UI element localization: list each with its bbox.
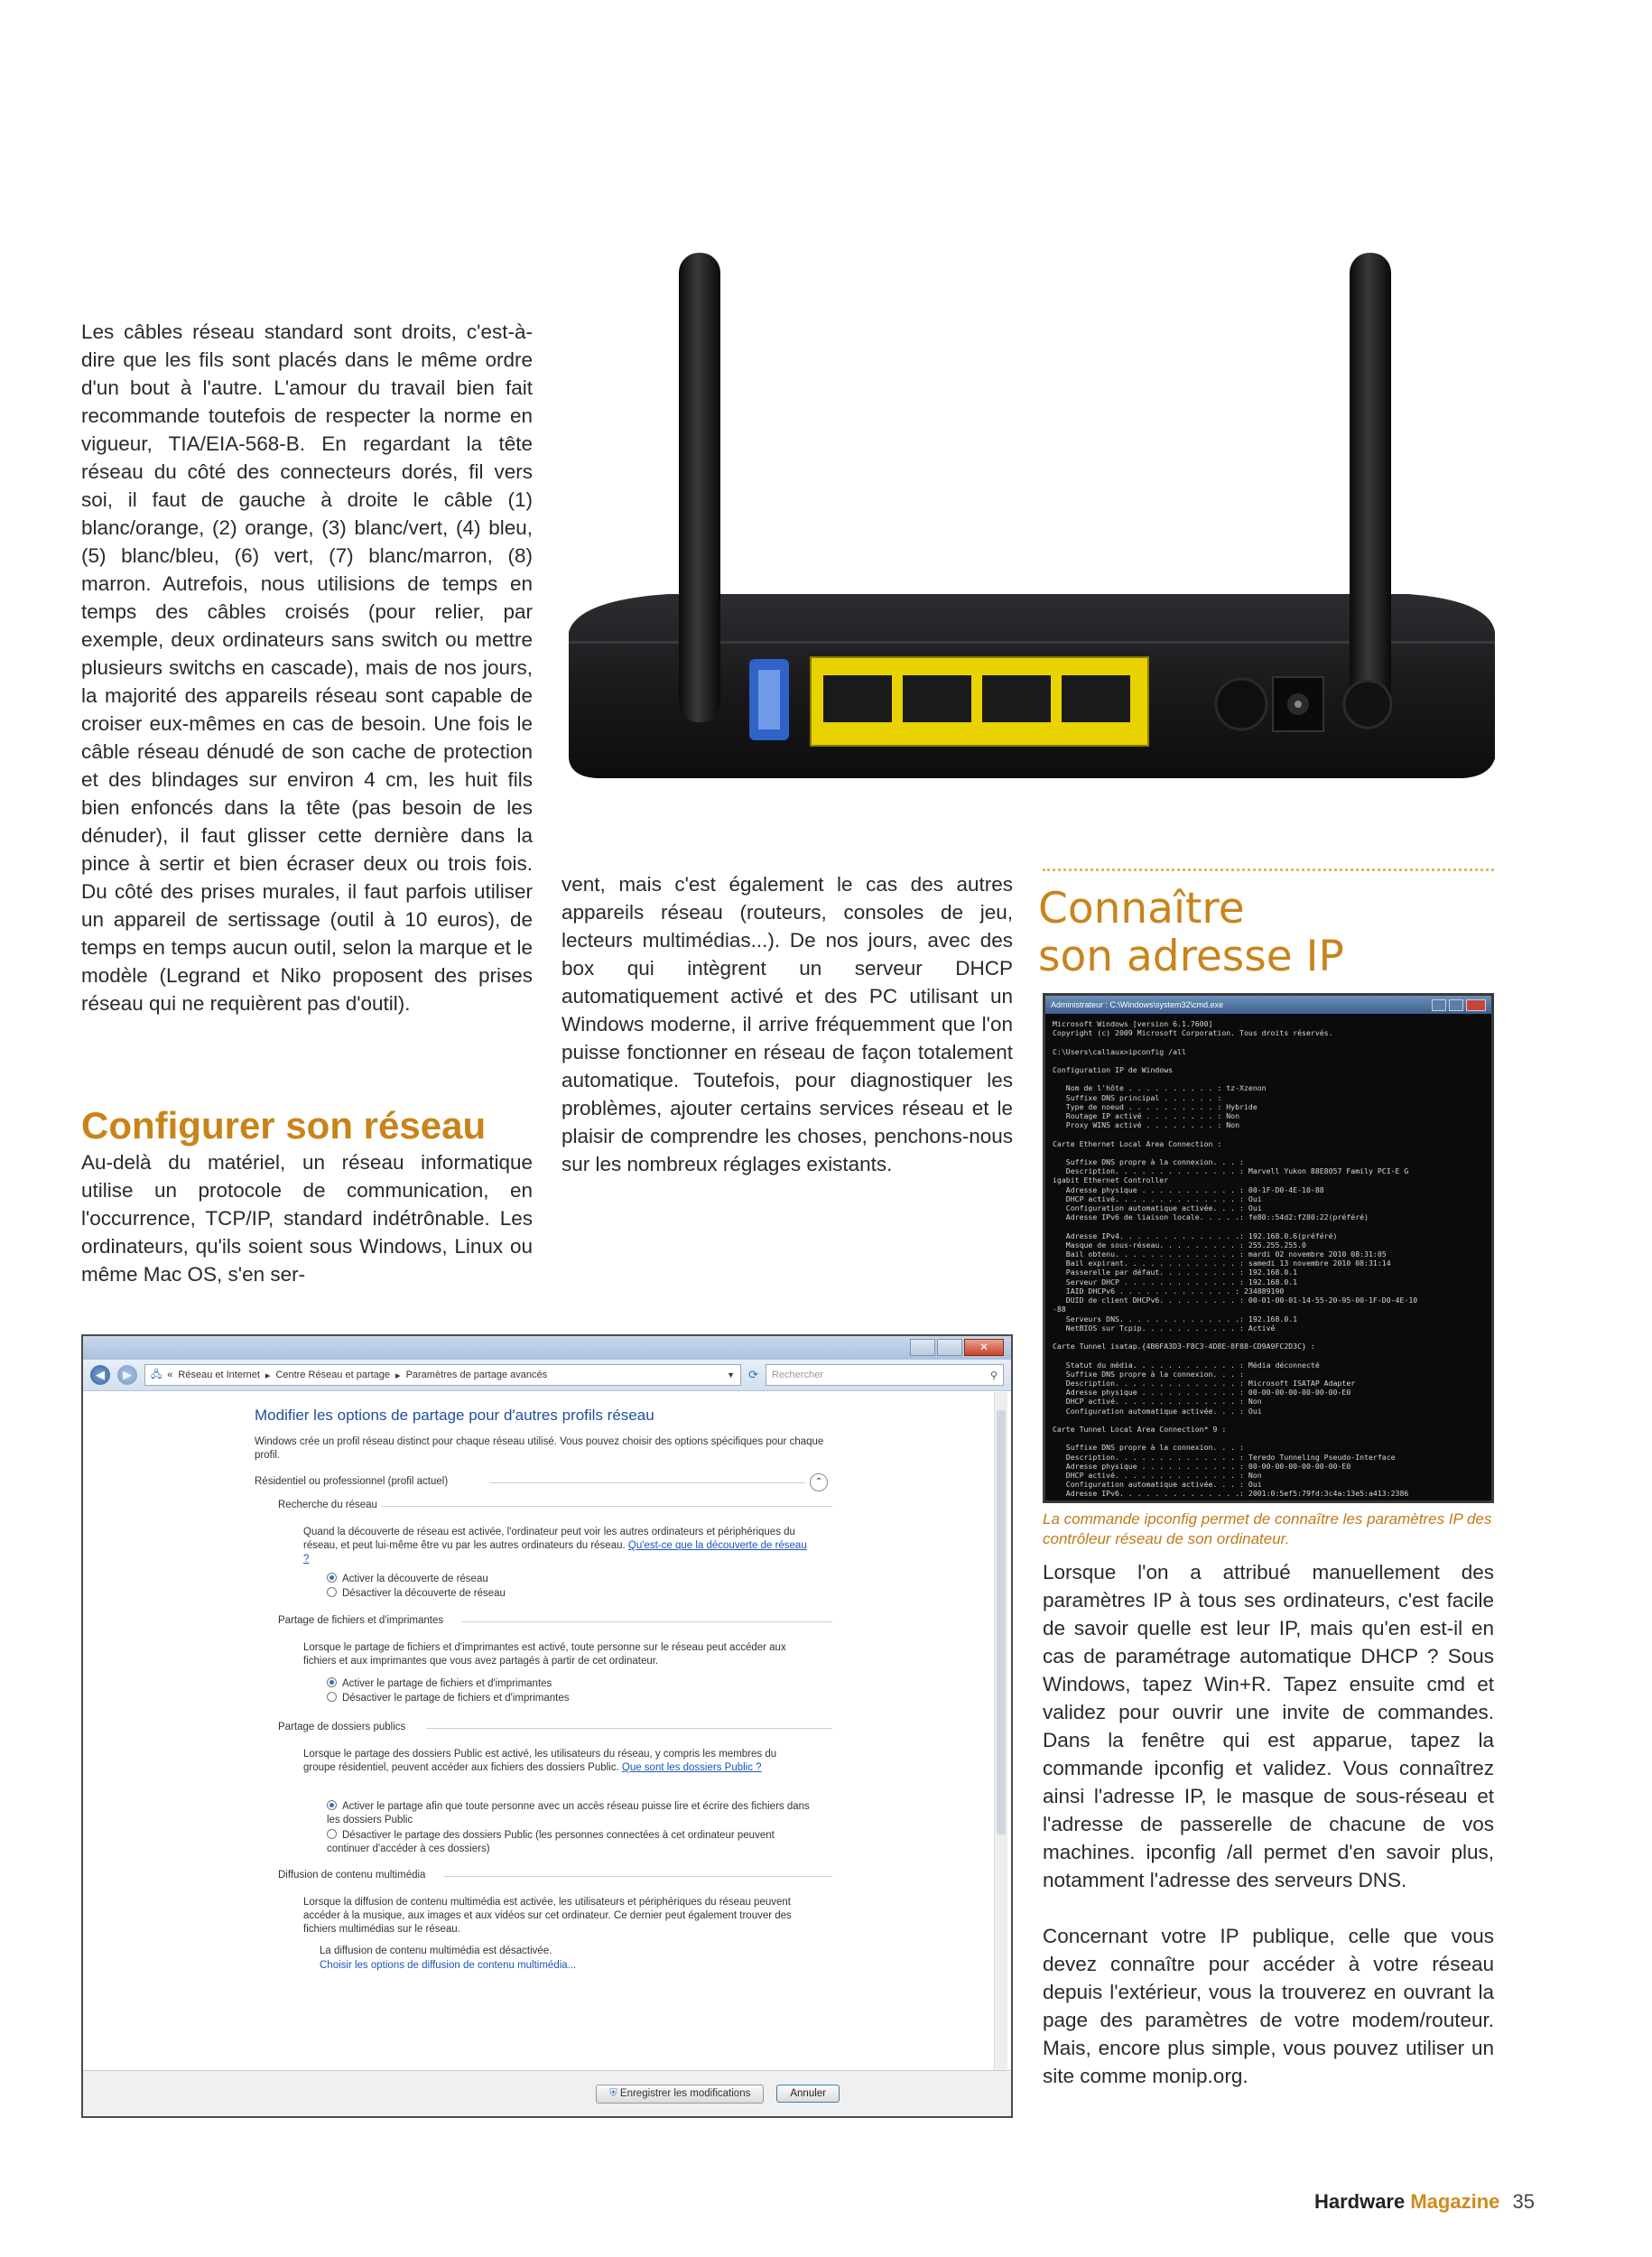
chevron-right-icon: ▸ — [395, 1370, 401, 1381]
cmd-line — [1053, 1351, 1484, 1360]
column-2 — [561, 870, 1013, 1178]
cmd-line — [1053, 1056, 1484, 1065]
files-description: Lorsque le partage de fichiers et d'imprimantes est activé, toute personne sur le réseau peut accéder aux fichiers et aux imprimantes que vous avez partagés à partir de cet ordinateur. — [303, 1642, 786, 1667]
cmd-line — [1053, 1333, 1484, 1342]
divider — [444, 1876, 832, 1877]
cmd-line: igabit Ethernet Controller — [1053, 1175, 1169, 1185]
cmd-line: Description. . . . . . . . . . . . . . : Teredo Tunneling Pseudo-Interface — [1053, 1452, 1396, 1462]
article-paragraph: Concernant votre IP publique, celle que vous devez connaître pour accéder à votre réseau depuis l'extérieur, vous la trouverez en ouvrant la page des paramètres de votre modem/routeur. Mais, encore plus simple, vous pouvez utiliser un site comme monip.org. — [1043, 1925, 1494, 2087]
cmd-output — [1045, 1014, 1491, 1499]
cmd-line: Masque de sous-réseau. . . . . . . . . : 255.255.255.0 — [1053, 1240, 1306, 1249]
discovery-description — [303, 1526, 809, 1566]
breadcrumb-item[interactable]: Centre Réseau et partage — [275, 1370, 391, 1380]
page-number: 35 — [1512, 2190, 1535, 2213]
cmd-line: Adresse IPv6 de liaison locale. . . . .: fe80::54d2:f280:22(préféré) — [1053, 1212, 1369, 1222]
brand-hardware: Hardware — [1313, 2190, 1406, 2213]
cmd-line — [1053, 1074, 1484, 1083]
cmd-line: IAID DHCPv6 . . . . . . . . . . . . . : 234889190 — [1053, 1286, 1285, 1296]
radio-public-on[interactable] — [327, 1800, 814, 1827]
cmd-line: Serveurs DNS. . . . . . . . . . . . . .: 192.168.0.1 — [1053, 1314, 1298, 1324]
shield-icon: ⛨ — [609, 2087, 617, 2099]
address-bar[interactable] — [144, 1364, 741, 1386]
chevron-down-icon[interactable]: ▼ — [727, 1370, 736, 1379]
profile-header: Résidentiel ou professionnel (profil actuel) — [255, 1476, 449, 1487]
cmd-line: Suffixe DNS propre à la connexion. . . : — [1053, 1157, 1244, 1167]
radio-icon[interactable] — [327, 1587, 337, 1597]
media-description: Lorsque la diffusion de contenu multimédia est activée, les utilisateurs et périphériques du réseau peuvent accéder à la musique, aux images et aux vidéos sur cet ordinateur. Ce dernier peut également trouver des fichiers multimédias sur le réseau. — [303, 1897, 792, 1935]
vertical-scrollbar[interactable] — [994, 1392, 1007, 2071]
cmd-line: Copyright (c) 2009 Microsoft Corporation. Tous droits réservés. — [1053, 1028, 1333, 1038]
radio-label: Désactiver la découverte de réseau — [342, 1588, 506, 1599]
cmd-line — [1053, 1129, 1484, 1138]
section-heading-configurer: Configurer son réseau — [81, 1104, 487, 1147]
cmd-line: Suffixe DNS principal . . . . . . : — [1053, 1092, 1222, 1102]
scrollbar-thumb[interactable] — [997, 1410, 1006, 1834]
heading-line-2: son adresse IP — [1038, 932, 1344, 981]
window-titlebar — [83, 1336, 1011, 1360]
minimize-icon[interactable] — [910, 1339, 935, 1356]
cmd-line: Serveur DHCP . . . . . . . . . . . . . : 192.168.0.1 — [1053, 1277, 1298, 1286]
cmd-line: Carte Ethernet Local Area Connection : — [1053, 1138, 1222, 1148]
cmd-line: DHCP activé. . . . . . . . . . . . . . : Non — [1053, 1397, 1262, 1407]
section-title-media: Diffusion de contenu multimédia — [278, 1870, 426, 1881]
cmd-line — [1053, 1434, 1484, 1443]
breadcrumb-overflow[interactable]: « — [167, 1370, 173, 1380]
figure-caption: La commande ipconfig permet de connaître les paramètres IP des contrôleur réseau de son ordinateur. — [1043, 1510, 1492, 1547]
window-content — [83, 1392, 1011, 2071]
cmd-line: Configuration automatique activée. . . : Oui — [1053, 1480, 1262, 1490]
column-1-continued — [81, 1148, 533, 1288]
cmd-line: Adresse IPv4. . . . . . . . . . . . . .: 192.168.0.6(préféré) — [1053, 1231, 1338, 1240]
cmd-line: Routage IP activé . . . . . . . . : Non — [1053, 1111, 1240, 1121]
divider — [426, 1728, 832, 1729]
window-controls[interactable] — [1432, 999, 1486, 1011]
radio-icon[interactable] — [327, 1829, 337, 1839]
radio-label: Activer le partage afin que toute personne avec un accès réseau puisse lire et écrire des fichiers dans les dossiers Public — [327, 1801, 810, 1825]
search-icon[interactable]: ⚲ — [989, 1370, 998, 1381]
cmd-line: Microsoft Windows [version 6.1.7600] — [1053, 1019, 1213, 1028]
radio-public-off[interactable] — [327, 1829, 814, 1856]
media-options-link[interactable]: Choisir les options de diffusion de contenu multimédia... — [320, 1960, 577, 1971]
page-title: Modifier les options de partage pour d'autres profils réseau — [255, 1407, 654, 1424]
cmd-line: Adresse physique . . . . . . . . . . . : 00-1F-D0-4E-10-88 — [1053, 1184, 1324, 1194]
cmd-line: Carte Tunnel Local Area Connection* 9 : — [1053, 1424, 1227, 1434]
intro-text: Windows crée un profil réseau distinct pour chaque réseau utilisé. Vous pouvez choisir des options spécifiques pour chaque profil. — [255, 1436, 824, 1461]
search-placeholder: Rechercher — [772, 1370, 823, 1380]
cmd-line — [1053, 1148, 1484, 1157]
article-paragraph: Les câbles réseau standard sont droits, c'est-à-dire que les fils sont placés dans le même ordre d'un bout à l'autre. L'amour du travail bien fait recommande toutefois de respecter la norme en vigueur, TIA/EIA-568-B. En regardant la tête réseau du côté des connecteurs dorés, fil vers soi, il faut de gauche à droite le câble (1) blanc/orange, (2) orange, (3) blanc/vert, (4) bleu, (5) blanc/bleu, (6) vert, (7) blanc/marron, (8) marron. Autrefois, nous utilisions de temps en temps des câbles croisés (pour relier, par exemple, deux ordinateurs sans switch ou mettre plusieurs switchs en cascade), mais de nos jours, la majorité des appareils réseau sont capable de croiser eux-mêmes en cas de besoin. Une fois le câble réseau dénudé de son cache de protection et des blindages sur environ 4 cm, les huit fils bien enfoncés dans la tête (pas besoin de les dénuder), il faut glisser cette dernière dans la pince à sertir et bien écraser deux ou trois fois. Du côté des prises murales, il faut parfois utiliser un appareil de sertissage (outil à 10 euros), de temps en temps aucun outil, selon la marque et le modèle (Legrand et Niko proposent des prises réseau qui ne requièrent pas d'outil). — [81, 320, 533, 1015]
cmd-line: DUID de client DHCPv6. . . . . . . . . : 00-01-00-01-14-55-20-95-00-1F-D0-4E-10 — [1053, 1296, 1418, 1305]
radio-label: Désactiver le partage de fichiers et d'imprimantes — [342, 1693, 570, 1704]
cmd-line — [1053, 1037, 1484, 1046]
cmd-line: Configuration automatique activée. . . : Oui — [1053, 1406, 1262, 1416]
search-input[interactable] — [766, 1364, 1004, 1386]
cmd-line — [1053, 1221, 1484, 1231]
cmd-line: Proxy WINS activé . . . . . . . . : Non — [1053, 1120, 1240, 1130]
cmd-line: Suffixe DNS propre à la connexion. . . : — [1053, 1443, 1244, 1453]
cmd-line: Adresse physique . . . . . . . . . . . : 00-00-00-00-00-00-00-E0 — [1053, 1461, 1351, 1471]
window-footer — [83, 2070, 1011, 2116]
cmd-line: Nom de l'hôte . . . . . . . . . . : tz-Xzenon — [1053, 1083, 1267, 1093]
back-arrow-icon[interactable]: ◀ — [90, 1365, 110, 1385]
section-title-discovery: Recherche du réseau — [278, 1500, 377, 1510]
refresh-icon[interactable]: ⟳ — [748, 1368, 758, 1381]
cmd-line: DHCP activé. . . . . . . . . . . . . . : Oui — [1053, 1194, 1262, 1203]
description-text: Quand la découverte de réseau est activée, l'ordinateur peut voir les autres ordinateurs et périphériques du réseau, et peut lui-même être vu par les autres ordinateurs du réseau. — [303, 1527, 795, 1551]
router-illustration — [560, 244, 1499, 785]
cmd-line: NetBIOS sur Tcpip. . . . . . . . . . . : Activé — [1053, 1323, 1276, 1333]
minimize-icon[interactable] — [1432, 999, 1446, 1011]
radio-icon[interactable] — [327, 1692, 337, 1702]
public-description — [303, 1748, 809, 1775]
column-1 — [81, 318, 533, 1017]
section-title-files: Partage de fichiers et d'imprimantes — [278, 1615, 444, 1626]
close-icon[interactable] — [1466, 999, 1486, 1011]
cmd-line: Type de noeud . . . . . . . . . . : Hybride — [1053, 1101, 1258, 1111]
cmd-line: Adresse IPv6. . . . . . . . . . . . . .: 2001:0:5ef5:79fd:3c4a:13e5:a413:2386 — [1053, 1489, 1409, 1499]
section-title-public: Partage de dossiers publics — [278, 1722, 406, 1732]
article-paragraph: vent, mais c'est également le cas des autres appareils réseau (routeurs, consoles de jeu, lecteurs multimédias...). De nos jours, avec des box qui intègrent un serveur DHCP automatiquement activé et des PC utilisant un Windows moderne, il arrive fréquemment que l'on puisse fonctionner en réseau de façon totalement automatique. Toutefois, pour diagnostiquer les problèmes, ajouter certains services réseau et le plaisir de comprendre les choses, penchons-nous sur les nombreux réglages existants. — [561, 873, 1013, 1175]
network-icon: 🖧 — [151, 1369, 162, 1380]
radio-label: Activer la découverte de réseau — [342, 1574, 488, 1584]
address-bar-row — [83, 1360, 1011, 1391]
radio-files-on[interactable] — [327, 1677, 552, 1691]
section-heading-connaitre — [1038, 885, 1344, 980]
cmd-line: -88 — [1053, 1305, 1066, 1314]
cmd-titlebar — [1045, 996, 1491, 1014]
save-button-label: Enregistrer les modifications — [619, 2087, 751, 2099]
cmd-line: Configuration automatique activée. . . : Oui — [1053, 1203, 1262, 1213]
maximize-icon[interactable] — [1449, 999, 1463, 1011]
cmd-line: Adresse physique . . . . . . . . . . . : 00-00-00-00-00-00-00-E0 — [1053, 1388, 1351, 1398]
cmd-line: Description. . . . . . . . . . . . . . : Marvell Yukon 88E8057 Family PCI-E G — [1053, 1166, 1409, 1176]
radio-label: Activer le partage de fichiers et d'imprimantes — [342, 1678, 552, 1689]
chevron-right-icon: ▸ — [265, 1370, 271, 1381]
maximize-icon[interactable] — [937, 1339, 962, 1356]
collapse-chevron-icon[interactable]: ⌃ — [810, 1473, 828, 1491]
article-paragraph: Lorsque l'on a attribué manuellement des paramètres IP à tous ses ordinateurs, c'est facile de savoir quelle est leur IP, mais qu'en est-il en cas de paramétrage automatique DHCP ? Sous Windows, tapez Win+R. Tapez ensuite cmd et validez pour ouvrir une invite de commandes. Dans la fenêtre qui est apparue, tapez la commande ipconfig et validez. Vous connaîtrez ainsi l'adresse IP, le masque de sous-réseau et l'adresse de passerelle de chacune de vos machines. ipconfig /all permet d'en savoir plus, notamment l'adresse des serveurs DNS. — [1043, 1561, 1494, 1891]
radio-selected-icon[interactable] — [327, 1573, 337, 1583]
radio-selected-icon[interactable] — [327, 1677, 337, 1687]
breadcrumb-item[interactable]: Paramètres de partage avancés — [405, 1370, 548, 1380]
window-controls[interactable] — [910, 1339, 1004, 1356]
forward-arrow-icon[interactable]: ▶ — [117, 1365, 137, 1385]
divider — [462, 1621, 832, 1622]
cmd-line: Statut du média. . . . . . . . . . . . : Média déconnecté — [1053, 1360, 1320, 1370]
heading-line-1: Connaître — [1038, 884, 1245, 933]
cmd-line: Passerelle par défaut. . . . . . . . . : 192.168.0.1 — [1053, 1268, 1298, 1277]
page-footer — [1314, 2190, 1535, 2214]
save-button[interactable] — [596, 2085, 764, 2104]
radio-discovery-off[interactable] — [327, 1587, 506, 1601]
sharing-settings-window — [81, 1334, 1013, 2118]
cancel-button[interactable]: Annuler — [776, 2085, 840, 2103]
cmd-line — [1053, 1416, 1484, 1425]
cmd-line: Bail expirant. . . . . . . . . . . . . : samedi 13 novembre 2010 08:31:14 — [1053, 1259, 1391, 1268]
cmd-line: Description. . . . . . . . . . . . . . : Microsoft ISATAP Adapter — [1053, 1378, 1356, 1388]
dotted-divider — [1043, 868, 1494, 871]
router-photo — [560, 244, 1499, 785]
help-link[interactable]: Qu'est-ce que la découverte de réseau ? — [303, 1540, 807, 1565]
column-3 — [1043, 1558, 1494, 2090]
radio-label: Désactiver le partage des dossiers Public (les personnes connectées à cet ordinateur peuvent continuer d'accéder à ces dossiers) — [327, 1830, 775, 1854]
description-text: Lorsque le partage des dossiers Public est activé, les utilisateurs du réseau, y compris les membres du groupe résidentiel, peuvent accéder aux fichiers des dossiers Public. — [303, 1749, 777, 1773]
cmd-line: Bail obtenu. . . . . . . . . . . . . . : mardi 02 novembre 2010 08:31:05 — [1053, 1249, 1387, 1259]
radio-selected-icon[interactable] — [327, 1800, 337, 1810]
brand-magazine: Magazine — [1410, 2190, 1500, 2213]
cmd-line: DHCP activé. . . . . . . . . . . . . . : Non — [1053, 1470, 1262, 1480]
radio-files-off[interactable] — [327, 1692, 569, 1705]
article-paragraph: Au-delà du matériel, un réseau informatique utilise un protocole de communication, en l'occurrence, TCP/IP, standard indétrônable. Les ordinateurs, qu'ils soient sous Windows, Linux ou même Mac OS, s'en ser- — [81, 1151, 533, 1286]
cmd-line: Suffixe DNS propre à la connexion. . . : — [1053, 1369, 1244, 1379]
breadcrumb-item[interactable]: Réseau et Internet — [178, 1370, 260, 1380]
divider — [381, 1506, 832, 1507]
cmd-line: Configuration IP de Windows — [1053, 1065, 1174, 1075]
divider — [489, 1482, 805, 1483]
cmd-window — [1043, 993, 1494, 1503]
cmd-line: Carte Tunnel isatap.{4B6FA3D3-F8C3-4D8E-8F88-CD9A9FC2D3C} : — [1053, 1342, 1315, 1351]
cmd-title: Administrateur : C:\Windows\system32\cmd.exe — [1051, 1000, 1224, 1009]
help-link[interactable]: Que sont les dossiers Public ? — [621, 1762, 762, 1773]
cmd-line: C:\Users\callaux>ipconfig /all — [1053, 1046, 1186, 1056]
close-icon[interactable]: ✕ — [964, 1339, 1004, 1356]
radio-discovery-on[interactable] — [327, 1573, 488, 1586]
media-status: La diffusion de contenu multimédia est désactivée. — [320, 1946, 552, 1956]
